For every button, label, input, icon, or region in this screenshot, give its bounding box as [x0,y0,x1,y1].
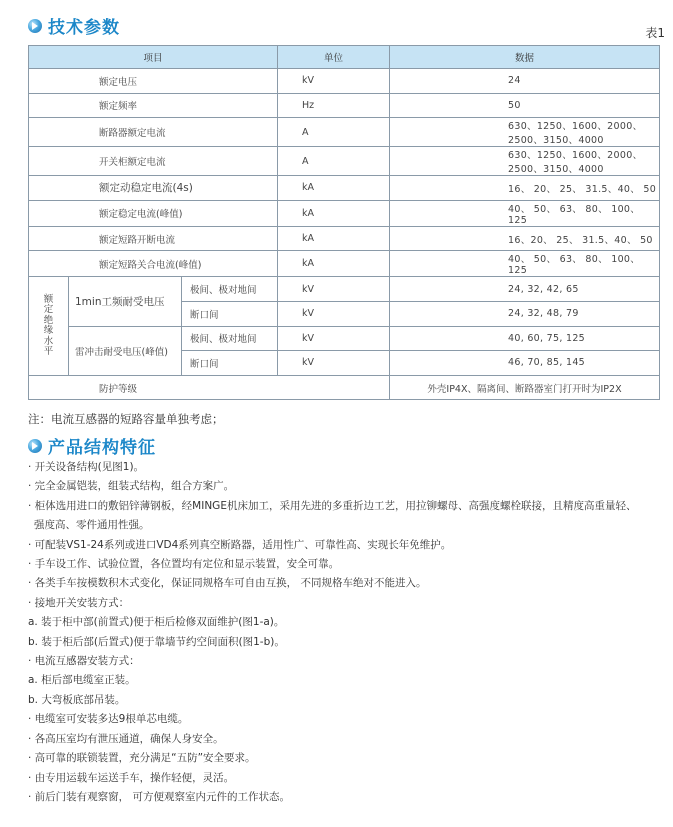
row-item: 额定稳定电流(峰值) [29,200,278,226]
row-unit: kV [278,351,390,376]
list-item: · 开关设备结构(见图1)。 [28,461,145,473]
insulation-sub-item: 断口间 [182,301,278,326]
row-item: 额定短路关合电流(峰值) [29,251,278,277]
row-item: 开关柜额定电流 [29,147,278,176]
insulation-sub-item: 极间、极对地间 [182,277,278,302]
list-item: b. 大弯板底部吊装。 [28,693,126,706]
header-data: 数据 [390,46,660,69]
list-item: a. 装于柜中部(前置式)便于柜后检修双面维护(图1-a)。 [28,616,285,629]
row-value: 16、20、 25、 31.5、40、 50 [390,226,660,251]
row-value: 40、 50、 63、 80、 100、 125 [390,200,660,226]
list-item: · 完全金属铠装，组装式结构，组合方案广。 [28,480,235,493]
row-value: 40、 50、 63、 80、 100、 125 [390,251,660,277]
table-row [29,226,660,251]
feature-list [28,458,658,807]
row-item: 额定频率 [29,93,278,118]
table-row [29,326,660,351]
row-value: 40, 60, 75, 125 [390,326,660,351]
row-unit: kA [278,251,390,277]
row-unit: kA [278,226,390,251]
row-value: 外壳IP4X、隔离间、断路器室门打开时为IP2X [390,375,660,400]
table-header-row [29,46,660,69]
play-bullet-icon [28,19,42,33]
list-item: · 可配装VS1-24系列或进口VD4系列真空断路器，适用性广、可靠性高、实现长年免维护。 [28,538,452,551]
row-unit: kV [278,326,390,351]
list-item: · 电缆室可安装多达9根单芯电缆。 [28,713,189,726]
row-unit: A [278,118,390,147]
insulation-sub-item: 极间、极对地间 [182,326,278,351]
table-row [29,69,660,94]
row-value: 24, 32, 42, 65 [390,277,660,302]
list-item: · 手车设工作、试验位置，各位置均有定位和显示装置，安全可靠。 [28,558,340,571]
table-row [29,200,660,226]
row-value: 50 [390,93,660,118]
list-item: · 接地开关安装方式： [28,596,130,609]
list-item: · 前后门装有观察窗， 可方便观察室内元件的工作状态。 [28,790,291,803]
row-item: 断路器额定电流 [29,118,278,147]
params-table [28,45,660,400]
row-unit: kA [278,200,390,226]
header-item: 项目 [29,46,278,69]
play-bullet-icon [28,439,42,453]
row-unit: kV [278,277,390,302]
list-item: 强度高、零件通用性强。 [34,519,150,532]
row-unit: kV [278,69,390,94]
row-unit: kA [278,176,390,201]
list-item: · 高可靠的联锁装置，充分满足“五防”安全要求。 [28,752,256,765]
list-item: · 电流互感器安装方式： [28,655,140,668]
row-value: 46, 70, 85, 145 [390,351,660,376]
table-row [29,147,660,176]
row-unit: kV [278,301,390,326]
table-row [29,375,660,400]
row-unit: Hz [278,93,390,118]
list-item: b. 装于柜后部(后置式)便于靠墙节约空间面积(图1-b)。 [28,635,285,648]
table-note: 注：电流互感器的短路容量单独考虑； [28,412,224,426]
list-item: · 各类手车按模数积木式变化，保证同规格车可自由互换， 不同规格车绝对不能进入。 [28,577,427,590]
row-value: 630、1250、1600、2000、2500、3150、4000 [390,147,660,176]
row-value: 24, 32, 48, 79 [390,301,660,326]
section-title-tech-params: 技术参数 [48,18,120,38]
row-item: 额定动稳定电流(4s) [29,176,278,201]
table-label: 表1 [645,26,665,40]
table-row [29,176,660,201]
list-item: a. 柜后部电缆室正装。 [28,674,136,687]
table-row [29,93,660,118]
row-value: 16、 20、 25、 31.5、40、 50 [390,176,660,201]
list-item: · 各高压室均有泄压通道，确保人身安全。 [28,732,224,745]
section-header-tech-params [28,13,120,38]
row-unit: A [278,147,390,176]
insulation-level-label: 额 定 绝 缘 水 平 [29,277,69,375]
list-item: · 由专用运载车运送手车，操作轻便，灵活。 [28,771,235,784]
section-title-structure: 产品结构特征 [48,438,156,458]
row-value: 24 [390,69,660,94]
row-value: 630、1250、1600、2000、2500、3150、4000 [390,118,660,147]
insulation-group-name: 1min工频耐受电压 [69,277,182,326]
table-row [29,277,660,302]
row-item: 防护等级 [29,375,390,400]
insulation-group-name: 雷冲击耐受电压(峰值) [69,326,182,375]
row-item: 额定电压 [29,69,278,94]
insulation-sub-item: 断口间 [182,351,278,376]
row-item: 额定短路开断电流 [29,226,278,251]
header-unit: 单位 [278,46,390,69]
table-row [29,118,660,147]
list-item: · 柜体选用进口的敷铝锌薄钢板，经MINGE机床加工，采用先进的多重折边工艺，用拉铆螺母、高强度螺栓联接，且精度高重量轻、 [28,499,637,512]
section-header-structure [28,433,156,458]
table-row [29,251,660,277]
